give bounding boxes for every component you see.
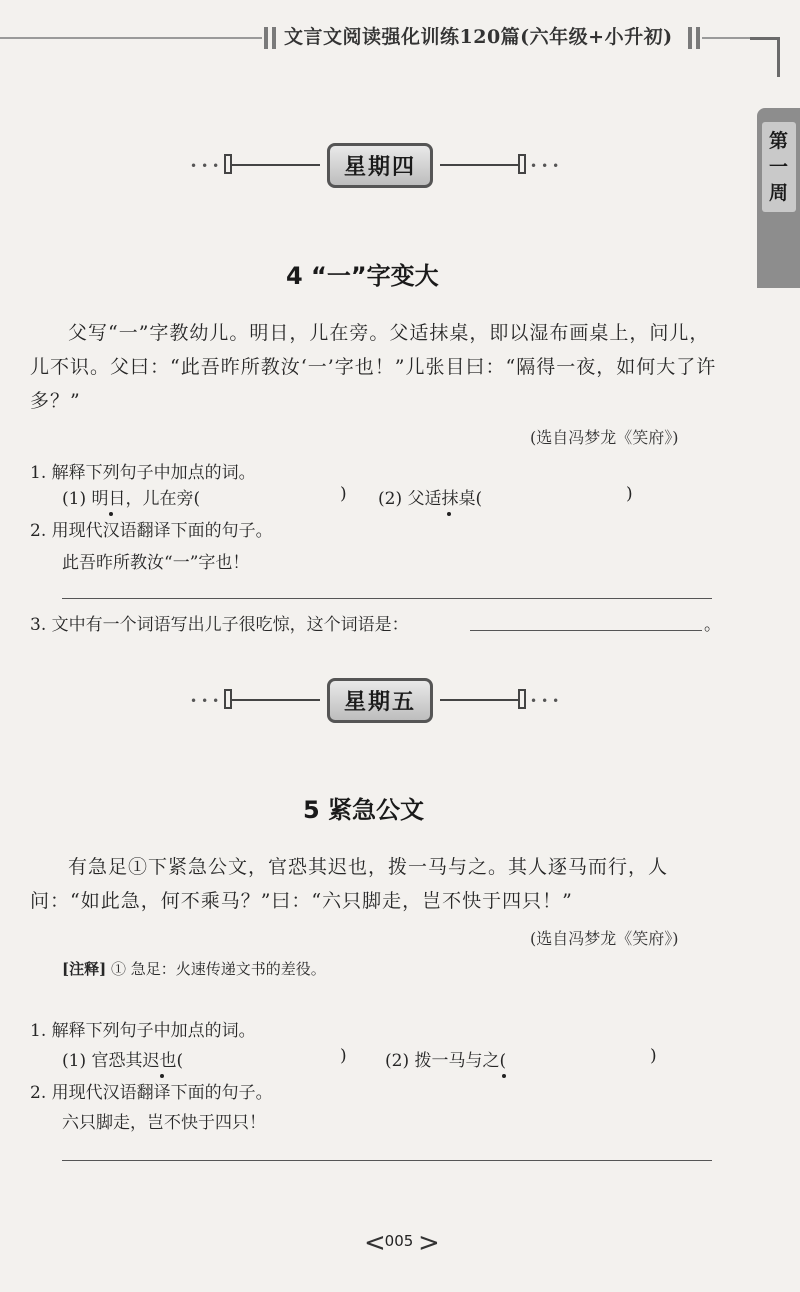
lesson-paragraph: 父写“一”字教幼儿。明日，儿在旁。父适抹桌，即以湿布画桌上，问儿，儿不识。父曰：“此吾昨所教汝‘一’字也！”儿张目曰：“隔得一夜，如何大了许多？” bbox=[30, 322, 717, 412]
source-citation: (选自冯梦龙《笑府》) bbox=[530, 428, 679, 447]
day-label: 星期五 bbox=[327, 678, 433, 723]
lesson-title: 5 紧急公文 bbox=[303, 796, 425, 824]
page-number: 005 bbox=[384, 1232, 414, 1250]
header-bar bbox=[696, 27, 700, 49]
source-citation: (选自冯梦龙《笑府》) bbox=[530, 929, 679, 948]
week-tab-char: 第 bbox=[768, 130, 788, 152]
translate-sentence: 此吾昨所教汝“一”字也！ bbox=[62, 553, 250, 573]
answer-close: ) bbox=[340, 484, 347, 504]
chevron-left-icon: < bbox=[364, 1228, 386, 1258]
week-tab bbox=[757, 108, 800, 288]
day-banner-thursday: ••• 星期四 ••• bbox=[190, 145, 570, 185]
question-1a: (1) 官恐其迟也( bbox=[62, 1051, 184, 1071]
question-3-end: 。 bbox=[704, 615, 721, 635]
chevron-right-icon: > bbox=[418, 1228, 440, 1258]
answer-close: ) bbox=[626, 484, 633, 504]
emphasis-dot bbox=[447, 512, 451, 516]
question-1: 1. 解释下列句子中加点的词。 bbox=[30, 1021, 256, 1041]
page-number-badge bbox=[324, 1226, 474, 1262]
emphasis-dot bbox=[502, 1074, 506, 1078]
header-bar bbox=[264, 27, 268, 49]
translate-sentence: 六只脚走，岂不快于四只！ bbox=[62, 1113, 266, 1133]
day-banner-friday: ••• 星期五 ••• bbox=[190, 680, 570, 720]
header-bar bbox=[688, 27, 692, 49]
day-label: 星期四 bbox=[327, 143, 433, 188]
annotation-label: [注释] bbox=[62, 960, 107, 978]
question-1b: (2) 拨一马与之( bbox=[385, 1051, 507, 1071]
header-rule-left bbox=[0, 37, 262, 39]
answer-close: ) bbox=[340, 1046, 347, 1066]
header-rule-right bbox=[702, 37, 750, 39]
week-tab-char: 周 bbox=[768, 182, 788, 204]
answer-close: ) bbox=[650, 1046, 657, 1066]
question-2: 2. 用现代汉语翻译下面的句子。 bbox=[30, 1083, 273, 1103]
week-tab-char: 一 bbox=[768, 156, 788, 178]
annotation bbox=[62, 958, 326, 979]
lesson-paragraph: 有急足①下紧急公文，官恐其迟也，拨一马与之。其人逐马而行，人问：“如此急，何不乘马？”曰：“六只脚走，岂不快于四只！” bbox=[30, 856, 669, 912]
book-title: 文言文阅读强化训练120篇(六年级+小升初) bbox=[284, 26, 673, 48]
header-corner-ornament bbox=[750, 37, 780, 77]
header-bar bbox=[272, 27, 276, 49]
question-1b: (2) 父适抹桌( bbox=[378, 489, 483, 509]
question-2: 2. 用现代汉语翻译下面的句子。 bbox=[30, 521, 273, 541]
answer-line[interactable] bbox=[470, 630, 702, 631]
lesson-title: 4 “一”字变大 bbox=[286, 262, 439, 290]
question-3: 3. 文中有一个词语写出儿子很吃惊，这个词语是： bbox=[30, 615, 409, 635]
answer-line[interactable] bbox=[62, 598, 712, 599]
question-1: 1. 解释下列句子中加点的词。 bbox=[30, 463, 256, 483]
answer-line[interactable] bbox=[62, 1160, 712, 1161]
annotation-text: ① 急足：火速传递文书的差役。 bbox=[110, 960, 326, 978]
question-1a: (1) 明日，儿在旁( bbox=[62, 489, 201, 509]
